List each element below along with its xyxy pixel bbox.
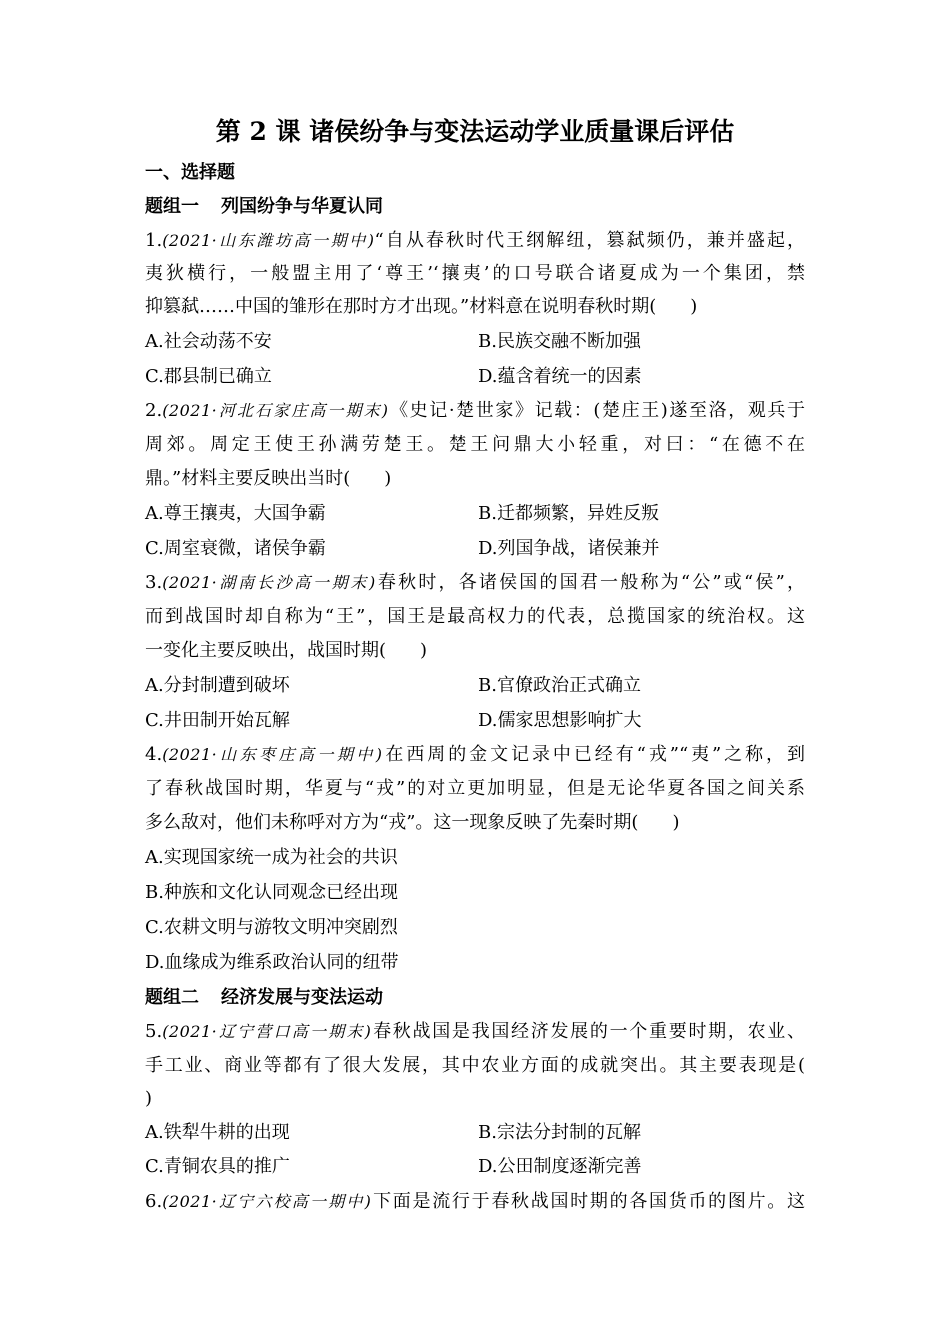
question-5-option-b: B.宗法分封制的瓦解 — [478, 1122, 641, 1143]
question-2-option-d: D.列国争战，诸侯兼并 — [478, 538, 660, 559]
question-2-line-1: 2.(2021·河北石家庄高一期末)《史记·楚世家》记载：(楚庄王)遂至洛，观兵于 — [145, 400, 805, 421]
question-4-line-1: 4.(2021·山东枣庄高一期中)在西周的金文记录中已经有“戎”“夷”之称，到 — [145, 744, 806, 765]
question-4-option-b: B.种族和文化认同观念已经出现 — [145, 882, 398, 903]
question-4-line-2: 了春秋战国时期，华夏与“戎”的对立更加明显，但是无论华夏各国之间关系 — [145, 778, 805, 799]
question-1-option-c: C.郡县制已确立 — [145, 366, 272, 387]
question-number: 4. — [145, 744, 163, 765]
question-5-option-a: A.铁犁牛耕的出现 — [145, 1122, 290, 1143]
question-1-option-a: A.社会动荡不安 — [145, 331, 272, 352]
question-1-line-1: 1.(2021·山东潍坊高一期中)“自从春秋时代王纲解纽，篡弑频仍，兼并盛起， — [145, 230, 805, 251]
group-heading-1 — [145, 192, 383, 222]
question-source: (2021·辽宁营口高一期末) — [162, 1022, 372, 1041]
question-3-option-c: C.井田制开始瓦解 — [145, 710, 290, 731]
question-3-line-3: 一变化主要反映出，战国时期( ) — [145, 640, 428, 661]
question-2-option-c: C.周室衰微，诸侯争霸 — [145, 538, 326, 559]
question-source: (2021·辽宁六校高一期中) — [162, 1192, 372, 1211]
question-4-option-c: C.农耕文明与游牧文明冲突剧烈 — [145, 917, 398, 938]
group-heading-2 — [145, 983, 383, 1013]
question-4-option-a: A.实现国家统一成为社会的共识 — [145, 847, 398, 868]
question-6-line-1: 6.(2021·辽宁六校高一期中)下面是流行于春秋战国时期的各国货币的图片。这 — [145, 1191, 805, 1212]
question-1-option-d: D.蕴含着统一的因素 — [478, 366, 642, 387]
question-5-line-2: 手工业、商业等都有了很大发展，其中农业方面的成就突出。其主要表现是( — [145, 1055, 805, 1076]
question-5-option-c: C.青铜农具的推广 — [145, 1156, 290, 1177]
question-number: 5. — [145, 1021, 163, 1042]
question-1-line-2: 夷狄横行，一般盟主用了‘尊王’‘攘夷’的口号联合诸夏成为一个集团，禁 — [145, 263, 805, 284]
question-number: 3. — [145, 572, 163, 593]
question-4-line-3: 多么敌对，他们未称呼对方为“戎”。这一现象反映了先秦时期( ) — [145, 812, 680, 833]
page-title: 第 2 课 诸侯纷争与变法运动学业质量课后评估 — [215, 117, 735, 146]
question-5-line-1: 5.(2021·辽宁营口高一期末)春秋战国是我国经济发展的一个重要时期，农业、 — [145, 1021, 805, 1042]
section-heading: 一、选择题 — [145, 162, 235, 183]
group-name: 列国纷争与华夏认同 — [221, 196, 383, 217]
question-3-option-b: B.官僚政治正式确立 — [478, 675, 641, 696]
question-5-option-d: D.公田制度逐渐完善 — [478, 1156, 642, 1177]
question-2-option-a: A.尊王攘夷，大国争霸 — [145, 503, 326, 524]
question-number: 2. — [145, 400, 163, 421]
question-source: (2021·湖南长沙高一期末) — [162, 573, 376, 592]
question-3-option-a: A.分封制遭到破坏 — [145, 675, 290, 696]
question-number: 6. — [145, 1191, 163, 1212]
question-source: (2021·河北石家庄高一期末) — [162, 401, 389, 420]
question-2-line-3: 鼎。”材料主要反映出当时( ) — [145, 468, 392, 489]
question-5-line-3: ) — [145, 1088, 153, 1109]
question-4-option-d: D.血缘成为维系政治认同的纽带 — [145, 952, 399, 973]
group-name: 经济发展与变法运动 — [221, 987, 383, 1008]
question-3-option-d: D.儒家思想影响扩大 — [478, 710, 642, 731]
question-2-line-2: 周郊。周定王使王孙满劳楚王。楚王问鼎大小轻重，对曰：“在德不在 — [145, 434, 805, 455]
question-3-line-2: 而到战国时却自称为“王”，国王是最高权力的代表，总揽国家的统治权。这 — [145, 606, 805, 627]
question-3-line-1: 3.(2021·湖南长沙高一期末)春秋时，各诸侯国的国君一般称为“公”或“侯”， — [145, 572, 805, 593]
question-number: 1. — [145, 230, 163, 251]
group-index: 题组一 — [145, 196, 199, 217]
question-1-option-b: B.民族交融不断加强 — [478, 331, 641, 352]
group-index: 题组二 — [145, 987, 199, 1008]
question-1-line-3: 抑篡弑……中国的雏形在那时方才出现。”材料意在说明春秋时期( ) — [145, 296, 698, 317]
question-source: (2021·山东枣庄高一期中) — [162, 745, 383, 764]
question-source: (2021·山东潍坊高一期中) — [162, 231, 375, 250]
question-2-option-b: B.迁都频繁，异姓反叛 — [478, 503, 659, 524]
